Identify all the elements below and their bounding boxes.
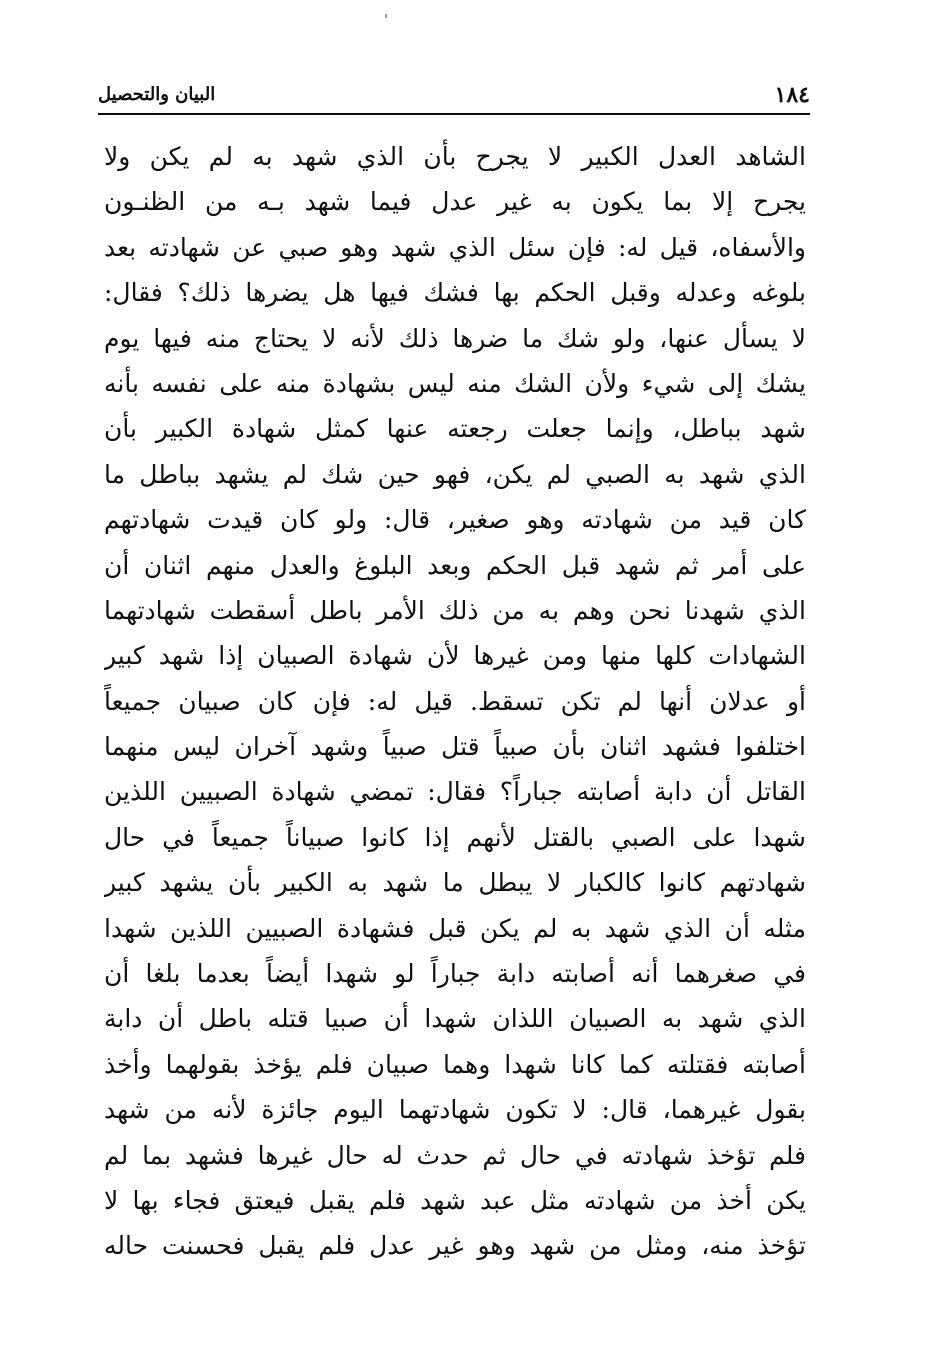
text-line: يكن أخذ من شهادته مثل عبد شهد فلم يقبل فيعتق فجاء بها لا — [104, 1185, 806, 1215]
text-line: الذي شهدنا نحن وهم به من ذلك الأمر باطل أسقطت شهادتهما — [104, 595, 806, 625]
text-line: الذي شهد به الصبي لم يكن، فهو حين شك لم يشهد بباطل ما — [104, 459, 806, 489]
header-rule — [98, 113, 810, 115]
text-line: الشهادات كلها منها ومن غيرها لأن شهادة الصبيان إذا شهد كبير — [104, 641, 806, 671]
text-line: لا يسأل عنها، ولو شك ما ضرها ذلك لأنه لا يحتاج منه فيها يوم — [104, 323, 806, 353]
text-line: كان قيد من شهادته وهو صغير، قال: ولو كان قيدت شهادتهم — [104, 505, 806, 535]
text-line: شهدا على الصبي بالقتل لأنهم إذا كانوا صبياناً جميعاً في حال — [104, 822, 806, 852]
scan-mark — [385, 14, 387, 18]
text-line: شهد بباطل، وإنما جعلت رجعته عنها كمثل شهادة الكبير بأن — [104, 414, 806, 444]
text-line: يشك إلى شيء ولأن الشك منه ليس بشهادة منه على نفسه بأنه — [104, 368, 806, 398]
page-number: ١٨٤ — [774, 82, 810, 108]
text-line: والأسفاه، قيل له: فإن سئل الذي شهد وهو صبي عن شهادته بعد — [104, 232, 806, 262]
text-line: يجرح إلا بما يكون به غير عدل فيما شهد بـه من الظنـون — [104, 187, 806, 217]
text-line: أصابته فقتلته كما كانا شهدا وهما صبيان فلم يؤخذ بقولهما وأخذ — [104, 1049, 806, 1079]
running-title: البيان والتحصيل — [98, 84, 216, 105]
text-line: اختلفوا فشهد اثنان بأن صبياً قتل صبياً وشهد آخران ليس منهما — [104, 732, 806, 762]
text-line: بلوغه وعدله وقبل الحكم بها فشك فيها هل يضرها ذلك؟ فقال: — [104, 278, 806, 308]
text-line: مثله أن الذي شهد به لم يكن قبل فشهادة الصبيين اللذين شهدا — [104, 913, 806, 943]
text-line: القاتل أن دابة أصابته جباراً؟ فقال: تمضي شهادة الصبيين اللذين — [104, 777, 806, 807]
text-line: الشاهد العدل الكبير لا يجرح بأن الذي شهد به لم يكن ولا — [104, 142, 806, 171]
text-line: بقول غيرهما، قال: لا تكون شهادتهما اليوم جائزة لأنه من شهد — [104, 1095, 806, 1125]
text-line: الذي شهد به الصبيان اللذان شهدا أن صبيا قتله باطل أن دابة — [104, 1004, 806, 1034]
text-line: على أمر ثم شهد قبل الحكم وبعد البلوغ والعدل منهم اثنان أن — [104, 550, 806, 580]
text-line: فلم تؤخذ شهادته في حال ثم حدث له حال غيرها فشهد بما لم — [104, 1140, 806, 1170]
text-line: شهادتهم كانوا كالكبار لا يبطل ما شهد به الكبير بأن يشهد كبير — [104, 868, 806, 898]
body-text — [104, 134, 806, 1269]
text-line: أو عدلان أنها لم تكن تسقط. قيل له: فإن كان صبيان جميعاً — [104, 686, 806, 716]
text-line: تؤخذ منه، ومثل من شهد وهو غير عدل فلم يقبل فحسنت حاله — [104, 1231, 806, 1261]
page-header — [98, 80, 810, 114]
text-line: في صغرهما أنه أصابته دابة جباراً لو شهدا أيضاً بعدما بلغا أن — [104, 959, 806, 989]
